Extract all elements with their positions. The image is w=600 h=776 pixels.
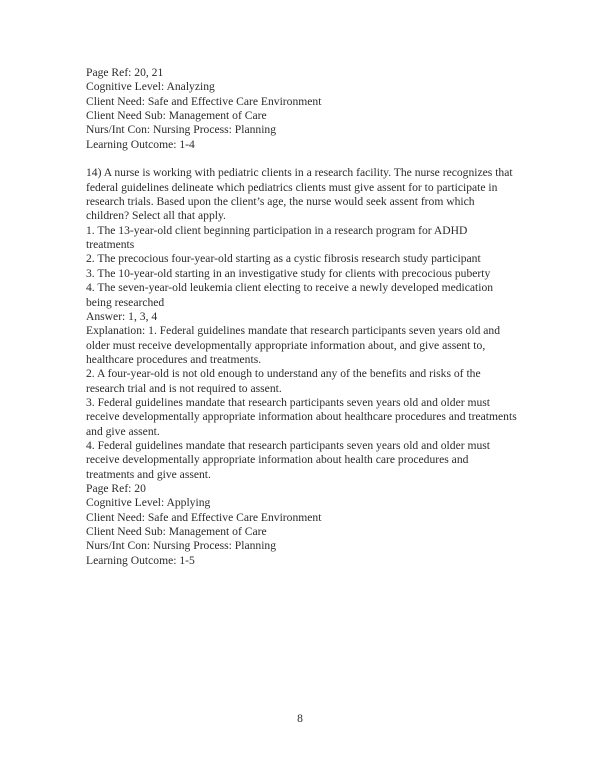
question-cognitive-level: Cognitive Level: Applying [86, 496, 211, 510]
question-option-1: 1. The 13-year-old client beginning participation in a research program for ADHD treatments [86, 223, 468, 252]
previous-client-need: Client Need: Safe and Effective Care Environment [86, 94, 322, 108]
block-spacer [86, 152, 518, 166]
page-content [86, 66, 518, 568]
question-nurs-int-con: Nurs/Int Con: Nursing Process: Planning [86, 539, 277, 553]
previous-page-ref: Page Ref: 20, 21 [86, 66, 164, 79]
explanation-item-4: 4. Federal guidelines mandate that research participants seven years old and older must receive developmentally appropriate information about health care procedures and treatments and give assent. [86, 438, 491, 481]
question-stem: 14) A nurse is working with pediatric clients in a research facility. The nurse recognizes that federal guidelines delineate which pediatrics clients must give assent for to participate in research trials. Based upon the client’s age, the nurse would seek assent from which children? Select all that apply. [86, 166, 513, 223]
question-client-need-sub: Client Need Sub: Management of Care [86, 525, 267, 538]
page-number: 8 [297, 712, 303, 725]
previous-nurs-int-con: Nurs/Int Con: Nursing Process: Planning [86, 123, 277, 137]
question-learning-outcome: Learning Outcome: 1-5 [86, 553, 195, 567]
explanation-item-3: 3. Federal guidelines mandate that research participants seven years old and older must receive developmentally appropriate information about healthcare procedures and treatments and give assent. [86, 395, 517, 438]
previous-item-metadata-block [86, 66, 518, 152]
question-page-ref: Page Ref: 20 [86, 481, 146, 495]
explanation-item-2: 2. A four-year-old is not old enough to understand any of the benefits and risks of the research trial and is not required to assent. [86, 367, 481, 395]
question-option-4: 4. The seven-year-old leukemia client electing to receive a newly developed medication being researched [86, 281, 494, 309]
question-block [86, 166, 518, 568]
previous-learning-outcome: Learning Outcome: 1-4 [86, 137, 195, 151]
previous-cognitive-level: Cognitive Level: Analyzing [86, 80, 215, 94]
previous-client-need-sub: Client Need Sub: Management of Care [86, 109, 267, 123]
question-client-need: Client Need: Safe and Effective Care Environment [86, 510, 322, 524]
explanation-item-1: Explanation: 1. Federal guidelines mandate that research participants seven years old and older must receive developmentally appropriate information about, and give assent to, healthcare procedures and treatments. [86, 324, 501, 366]
question-answer: Answer: 1, 3, 4 [86, 309, 158, 323]
question-option-2: 2. The precocious four-year-old starting as a cystic fibrosis research study participant [86, 252, 481, 266]
question-option-3: 3. The 10-year-old starting in an investigative study for clients with precocious puberty [86, 266, 491, 280]
